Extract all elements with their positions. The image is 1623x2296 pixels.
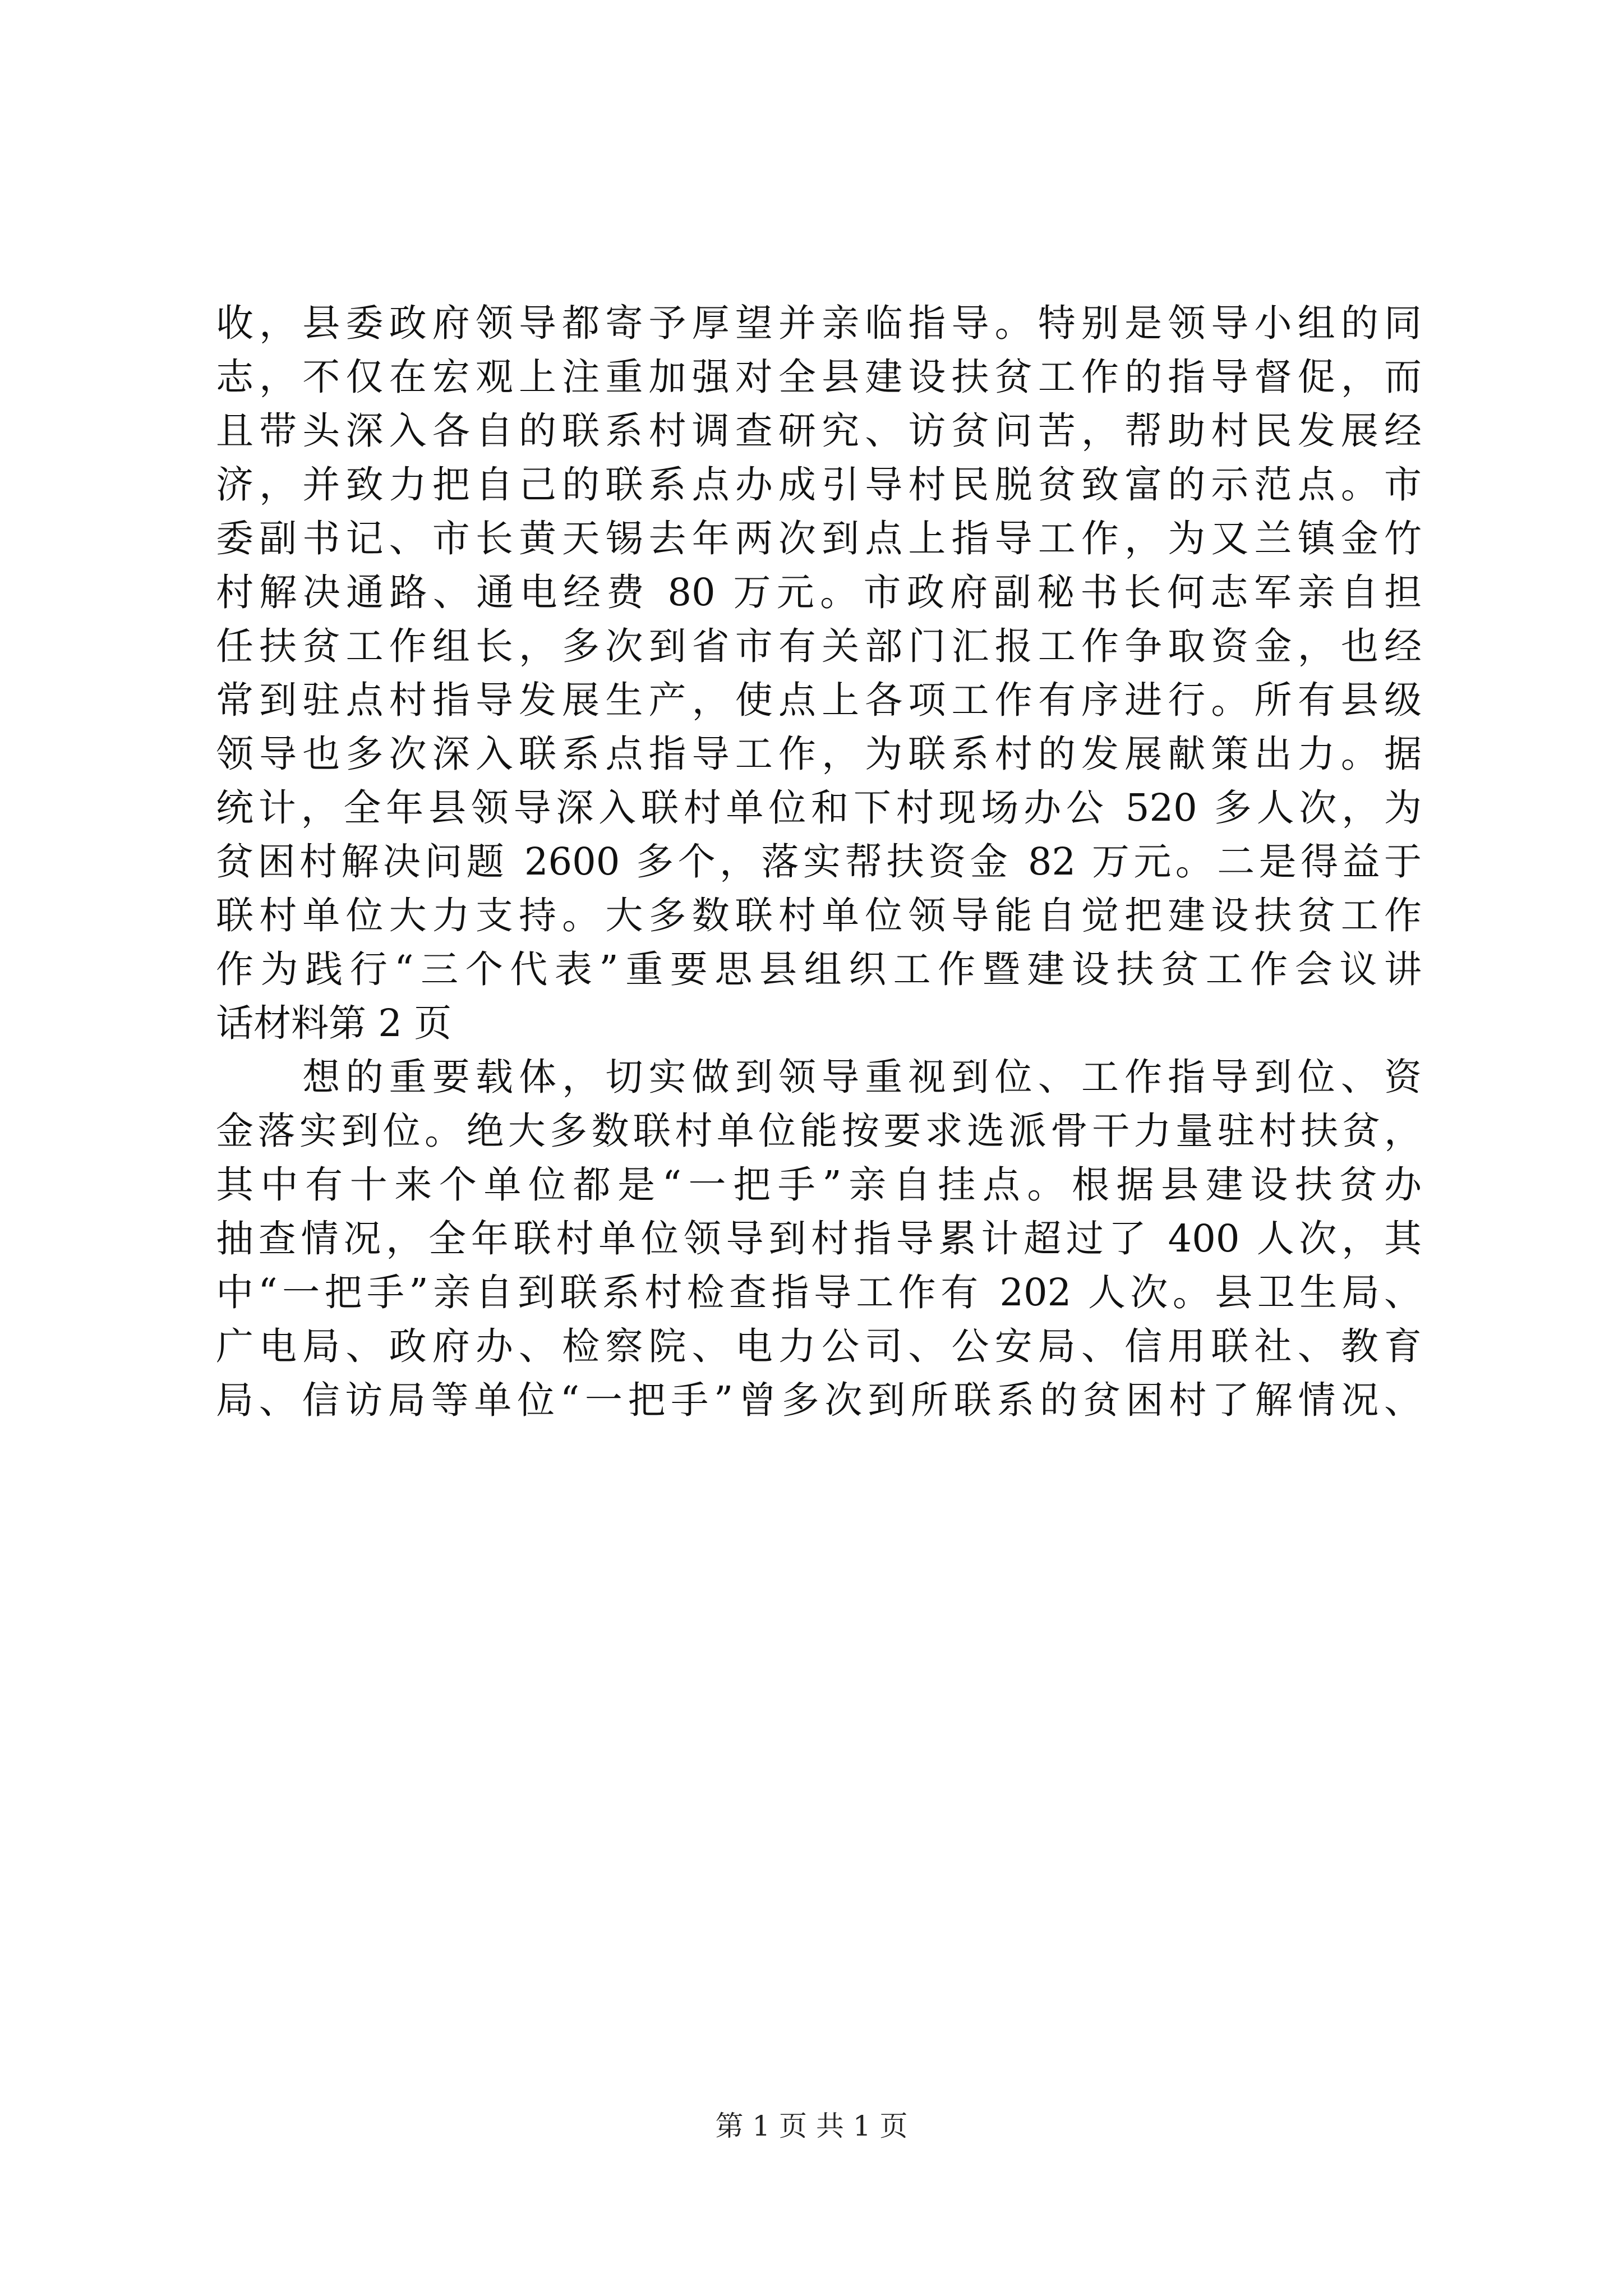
text-line: 作为践行“三个代表”重要思县组织工作暨建设扶贫工作会议讲 <box>216 947 1422 991</box>
text-line: 金落实到位。绝大多数联村单位能按要求选派骨干力量驻村扶贫， <box>216 1109 1422 1153</box>
text-line: 贫困村解决问题 2600 多个，落实帮扶资金 82 万元。二是得益于 <box>216 840 1422 884</box>
paragraph-1 <box>216 296 1422 1050</box>
text-line: 济，并致力把自己的联系点办成引导村民脱贫致富的示范点。市 <box>216 463 1422 507</box>
text-line: 抽查情况，全年联村单位领导到村指导累计超过了 400 人次，其 <box>216 1217 1422 1260</box>
text-line: 常到驻点村指导发展生产，使点上各项工作有序进行。所有县级 <box>216 678 1422 722</box>
document-body <box>216 296 1422 1427</box>
text-line: 村解决通路、通电经费 80 万元。市政府副秘书长何志军亲自担 <box>216 570 1422 614</box>
text-line: 话材料第 2 页 <box>216 1001 452 1045</box>
text-line: 统计，全年县领导深入联村单位和下村现场办公 520 多人次，为 <box>216 786 1422 830</box>
text-line: 委副书记、市长黄天锡去年两次到点上指导工作，为又兰镇金竹 <box>216 517 1422 560</box>
text-line: 想的重要载体，切实做到领导重视到位、工作指导到位、资 <box>216 1055 1422 1099</box>
text-line: 收，县委政府领导都寄予厚望并亲临指导。特别是领导小组的同 <box>216 301 1422 345</box>
text-line: 任扶贫工作组长，多次到省市有关部门汇报工作争取资金，也经 <box>216 624 1422 668</box>
text-line: 联村单位大力支持。大多数联村单位领导能自觉把建设扶贫工作 <box>216 894 1422 937</box>
page-footer: 第 1 页 共 1 页 <box>715 2110 908 2142</box>
paragraph-2 <box>216 1050 1422 1427</box>
text-line: 其中有十来个单位都是“一把手”亲自挂点。根据县建设扶贫办 <box>216 1163 1422 1207</box>
text-line: 领导也多次深入联系点指导工作，为联系村的发展献策出力。据 <box>216 732 1422 776</box>
text-line: 广电局、政府办、检察院、电力公司、公安局、信用联社、教育 <box>216 1324 1422 1368</box>
text-line: 且带头深入各自的联系村调查研究、访贫问苦，帮助村民发展经 <box>216 409 1422 453</box>
text-line: 中“一把手”亲自到联系村检查指导工作有 202 人次。县卫生局、 <box>216 1271 1422 1314</box>
text-line: 局、信访局等单位“一把手”曾多次到所联系的贫困村了解情况、 <box>216 1378 1422 1422</box>
text-line: 志，不仅在宏观上注重加强对全县建设扶贫工作的指导督促，而 <box>216 355 1422 399</box>
